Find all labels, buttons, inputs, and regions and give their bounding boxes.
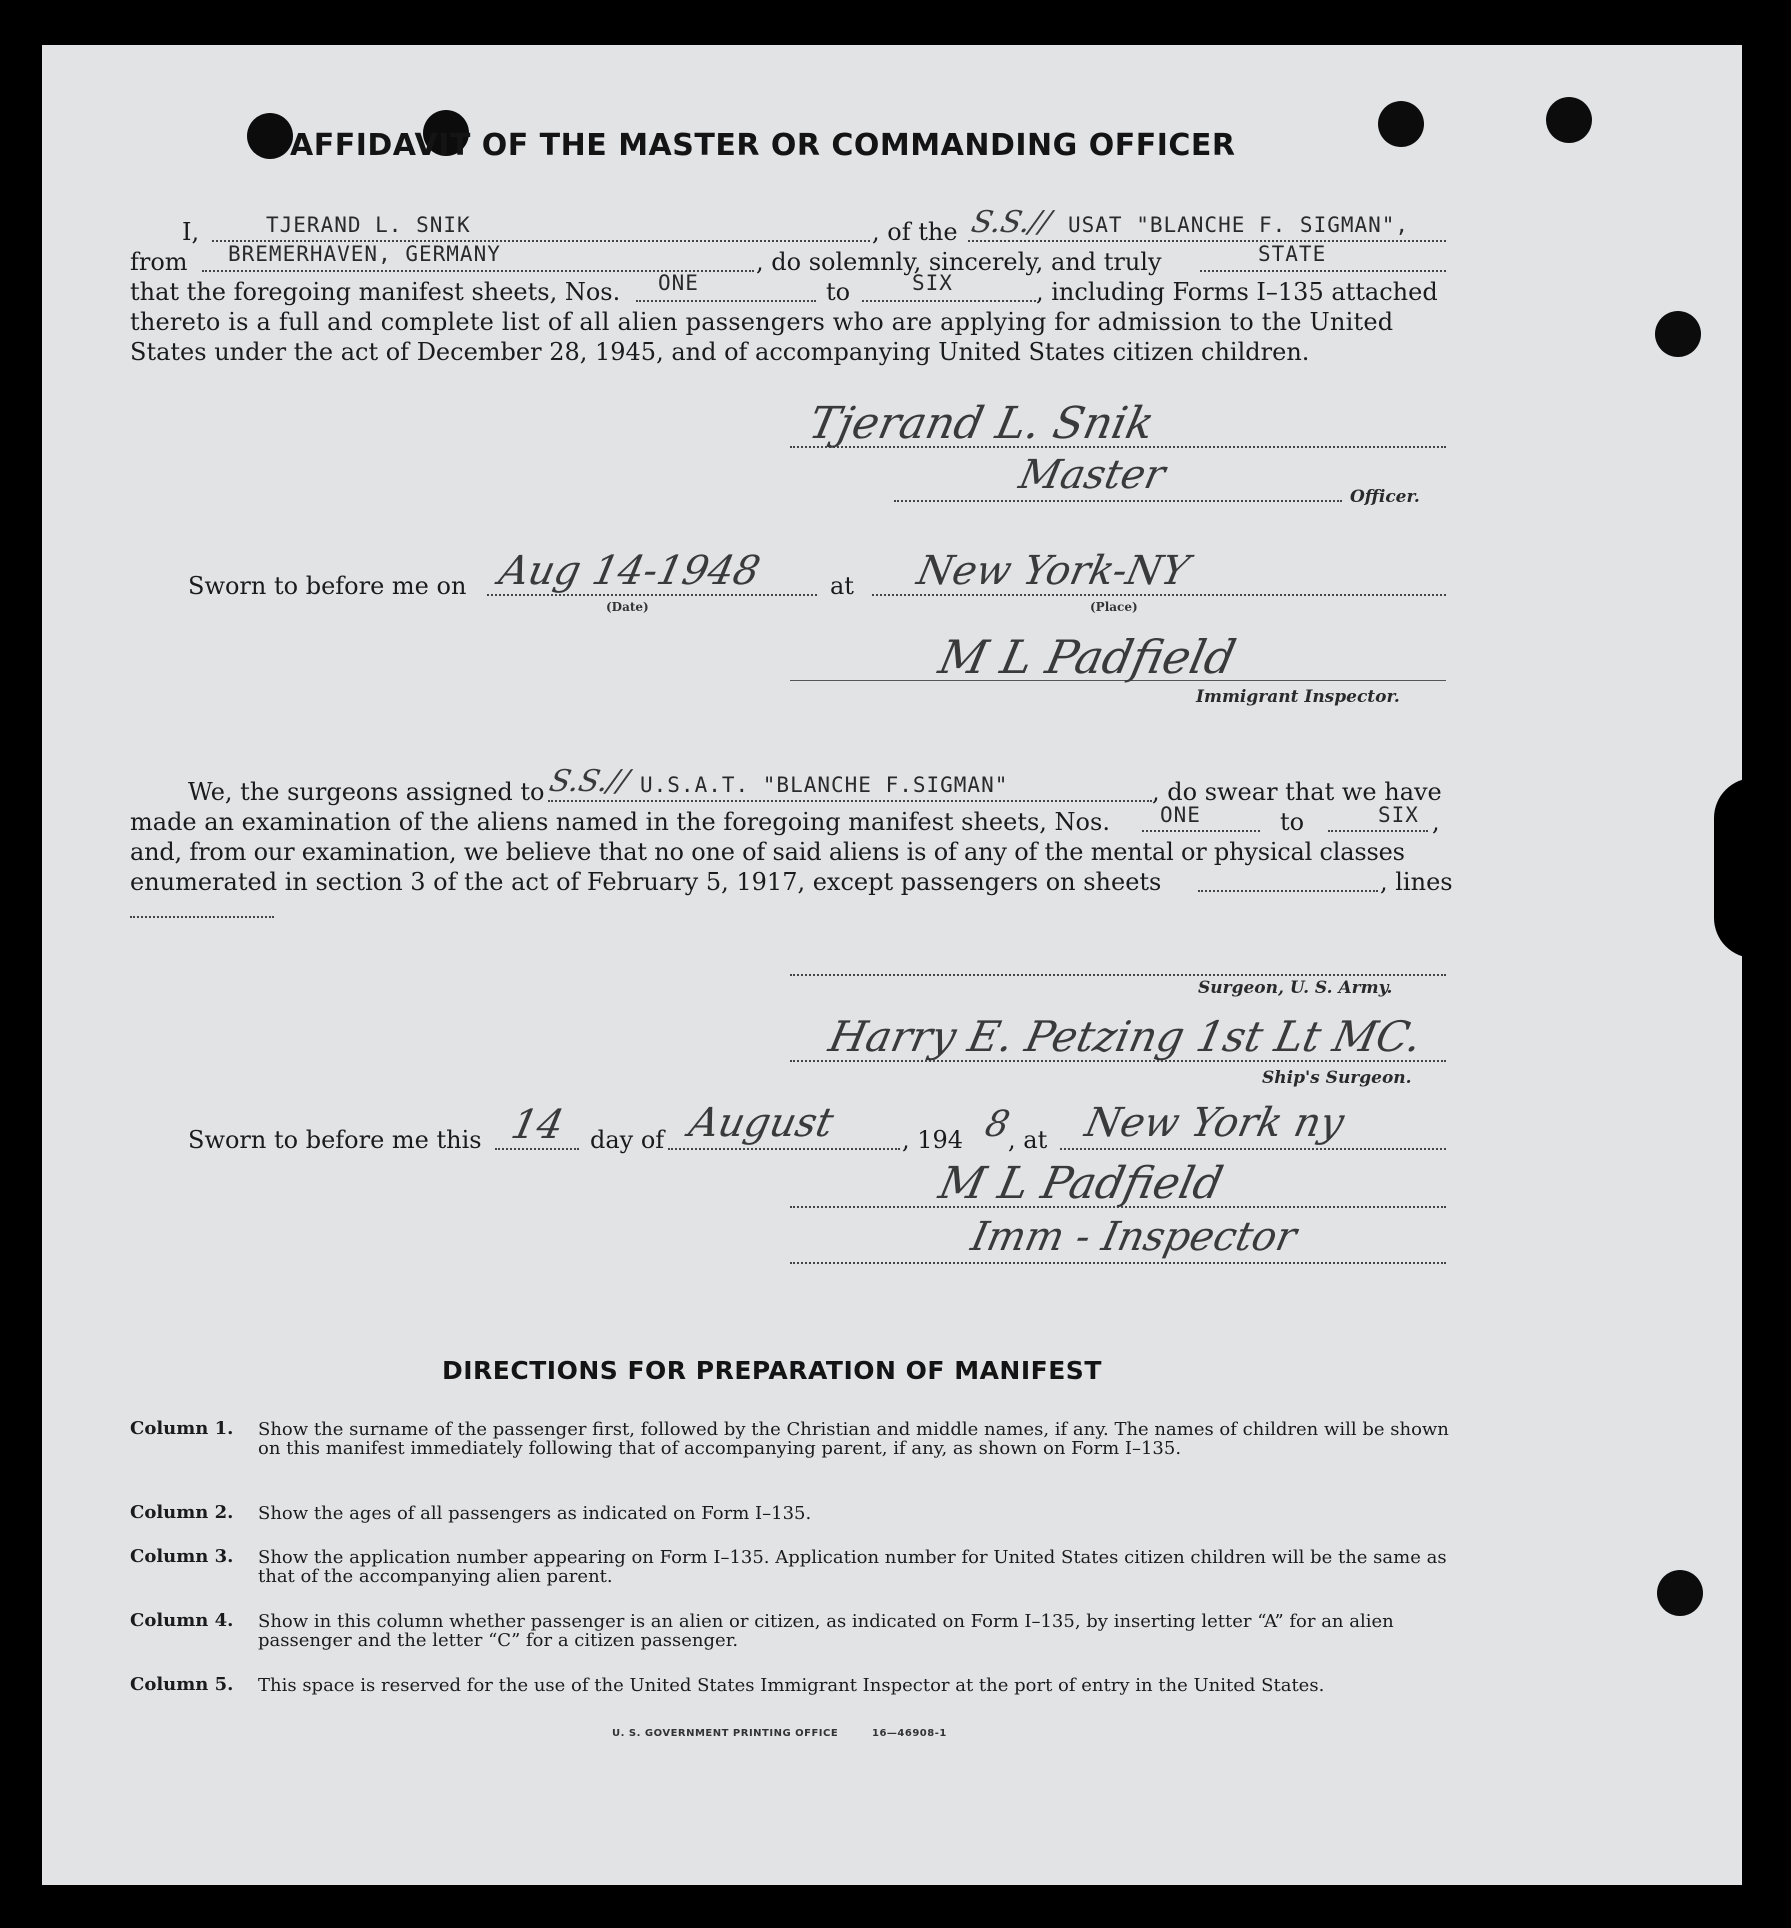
sworn-place-handwritten: New York ny [1081, 1100, 1348, 1146]
army-surgeon-caption: Surgeon, U. S. Army. [1198, 978, 1393, 998]
surgeons-sheet-to-value: SIX [1378, 803, 1419, 827]
master-name-value: TJERAND L. SNIK [266, 213, 471, 237]
oath-word-value: STATE [1258, 242, 1327, 266]
sheets-exception-field-line [1198, 890, 1378, 892]
ship-surgeon-caption: Ship's Surgeon. [1262, 1068, 1412, 1088]
label-do-swear: , do swear that we have [1152, 778, 1442, 806]
column-1-label: Column 1. [130, 1418, 234, 1439]
immigrant-inspector-caption: Immigrant Inspector. [1196, 687, 1400, 707]
inspector-signature: M L Padfield [934, 630, 1241, 684]
officer-line [894, 500, 1342, 502]
label-day-of: day of [590, 1126, 665, 1154]
column-2-label: Column 2. [130, 1502, 234, 1523]
directions-title: DIRECTIONS FOR PREPARATION OF MANIFEST [442, 1356, 1102, 1385]
column-3-text: Show the application number appearing on Form I–135. Application number for United States citizen children will be the same as that of the accompanying alien parent. [258, 1547, 1447, 1587]
sworn-day-field-line [495, 1148, 579, 1150]
place-caption: (Place) [1090, 600, 1138, 614]
oath-word-field-line [1200, 270, 1446, 272]
label-i: I, [182, 218, 200, 246]
officer-caption: Officer. [1350, 487, 1420, 507]
lines-exception-field-line [130, 916, 274, 918]
inspector-signature: M L Padfield [934, 1158, 1228, 1209]
label-sworn-on: Sworn to before me on [188, 572, 467, 600]
label-made-examination: made an examination of the aliens named in the foregoing manifest sheets, Nos. [130, 808, 1110, 836]
surgeons-ship-prefix-handwritten: S.S.// [546, 764, 632, 799]
sheet-from-field-line [636, 300, 816, 302]
affidavit-text-line: States under the act of December 28, 1945, and of accompanying United States citizen children. [130, 338, 1310, 366]
surgeons-sheet-from-line [1142, 830, 1260, 832]
label-lines: , lines [1380, 868, 1453, 896]
label-surgeons-assigned: We, the surgeons assigned to [188, 778, 545, 806]
label-solemnly: , do solemnly, sincerely, and truly [756, 248, 1162, 276]
surgeons-text-line: enumerated in section 3 of the act of February 5, 1917, except passengers on sheets [130, 868, 1162, 896]
sworn-month-field-line [668, 1148, 900, 1150]
label-at: at [830, 572, 854, 600]
label-manifest-sheets: that the foregoing manifest sheets, Nos. [130, 278, 621, 306]
sheet-from-value: ONE [658, 271, 699, 295]
sworn-date-handwritten: Aug 14-1948 [495, 548, 765, 594]
sworn-place-field-line [872, 594, 1446, 596]
sworn-day-handwritten: 14 [507, 1102, 568, 1148]
column-1-text: Show the surname of the passenger first, followed by the Christian and middle names, if any. The names of children will be shown on this manifest immediately following that of accompanying parent, if any, as shown on Form I–135. [258, 1419, 1449, 1459]
ship-surgeon-signature: Harry E. Petzing 1st Lt MC. [824, 1012, 1427, 1061]
port-from-value: BREMERHAVEN, GERMANY [228, 242, 501, 266]
label-of-the: , of the [872, 218, 958, 246]
column-5-text: This space is reserved for the use of the United States Immigrant Inspector at the port of entry in the United States. [258, 1675, 1325, 1696]
surgeons-text-line: and, from our examination, we believe that no one of said aliens is of any of the mental or physical classes [130, 838, 1405, 866]
punch-hole [247, 113, 293, 159]
label-comma: , [1432, 808, 1440, 836]
sworn-place-field-line [1060, 1148, 1446, 1150]
label-from: from [130, 248, 188, 276]
surgeons-ship-field-line [548, 800, 1152, 802]
date-caption: (Date) [606, 600, 649, 614]
surgeons-ship-value: U.S.A.T. "BLANCHE F.SIGMAN" [640, 773, 1009, 797]
form-number: 16—46908-1 [872, 1728, 947, 1739]
surgeons-sheet-from-value: ONE [1160, 803, 1201, 827]
ship-field-line [968, 240, 1446, 242]
column-2-text: Show the ages of all passengers as indicated on Form I–135. [258, 1503, 812, 1524]
ship-name-value: USAT "BLANCHE F. SIGMAN", [1068, 213, 1410, 237]
master-signature-title: Master [1015, 452, 1170, 498]
sheet-to-value: SIX [912, 271, 953, 295]
page-title: AFFIDAVIT OF THE MASTER OR COMMANDING OFFICER [290, 128, 1236, 163]
sworn-date-field-line [487, 594, 817, 596]
inspector-title-line [790, 1262, 1446, 1264]
sworn-place-handwritten: New York-NY [913, 548, 1194, 594]
affidavit-text-line: thereto is a full and complete list of all alien passengers who are applying for admission to the United [130, 308, 1394, 336]
punch-hole [1546, 97, 1592, 143]
label-sworn-this: Sworn to before me this [188, 1126, 482, 1154]
label-to: to [826, 278, 851, 306]
column-4-text: Show in this column whether passenger is an alien or citizen, as indicated on Form I–135, by inserting letter “A” for an alien passenger and the letter “C” for a citizen passenger. [258, 1611, 1394, 1651]
ship-prefix-handwritten: S.S.// [968, 205, 1054, 240]
punch-hole [1655, 311, 1701, 357]
label-to: to [1280, 808, 1305, 836]
sworn-month-handwritten: August [685, 1100, 838, 1146]
label-at: , at [1008, 1126, 1048, 1154]
sheet-edge-notch [1714, 778, 1754, 958]
sworn-year-digit-handwritten: 8 [981, 1104, 1014, 1145]
punch-hole [1657, 1570, 1703, 1616]
inspector-title-handwritten: Imm - Inspector [967, 1214, 1301, 1260]
printer-imprint: U. S. GOVERNMENT PRINTING OFFICE [612, 1728, 839, 1739]
label-including-forms: , including Forms I–135 attached [1036, 278, 1438, 306]
army-surgeon-signature-line [790, 974, 1446, 976]
surgeons-sheet-to-line [1328, 830, 1428, 832]
master-signature: Tjerand L. Snik [804, 398, 1159, 449]
punch-hole [1378, 101, 1424, 147]
column-3-label: Column 3. [130, 1546, 234, 1567]
sheet-to-field-line [862, 300, 1036, 302]
label-year-prefix: , 194 [902, 1126, 964, 1154]
column-4-label: Column 4. [130, 1610, 234, 1631]
column-5-label: Column 5. [130, 1674, 234, 1695]
